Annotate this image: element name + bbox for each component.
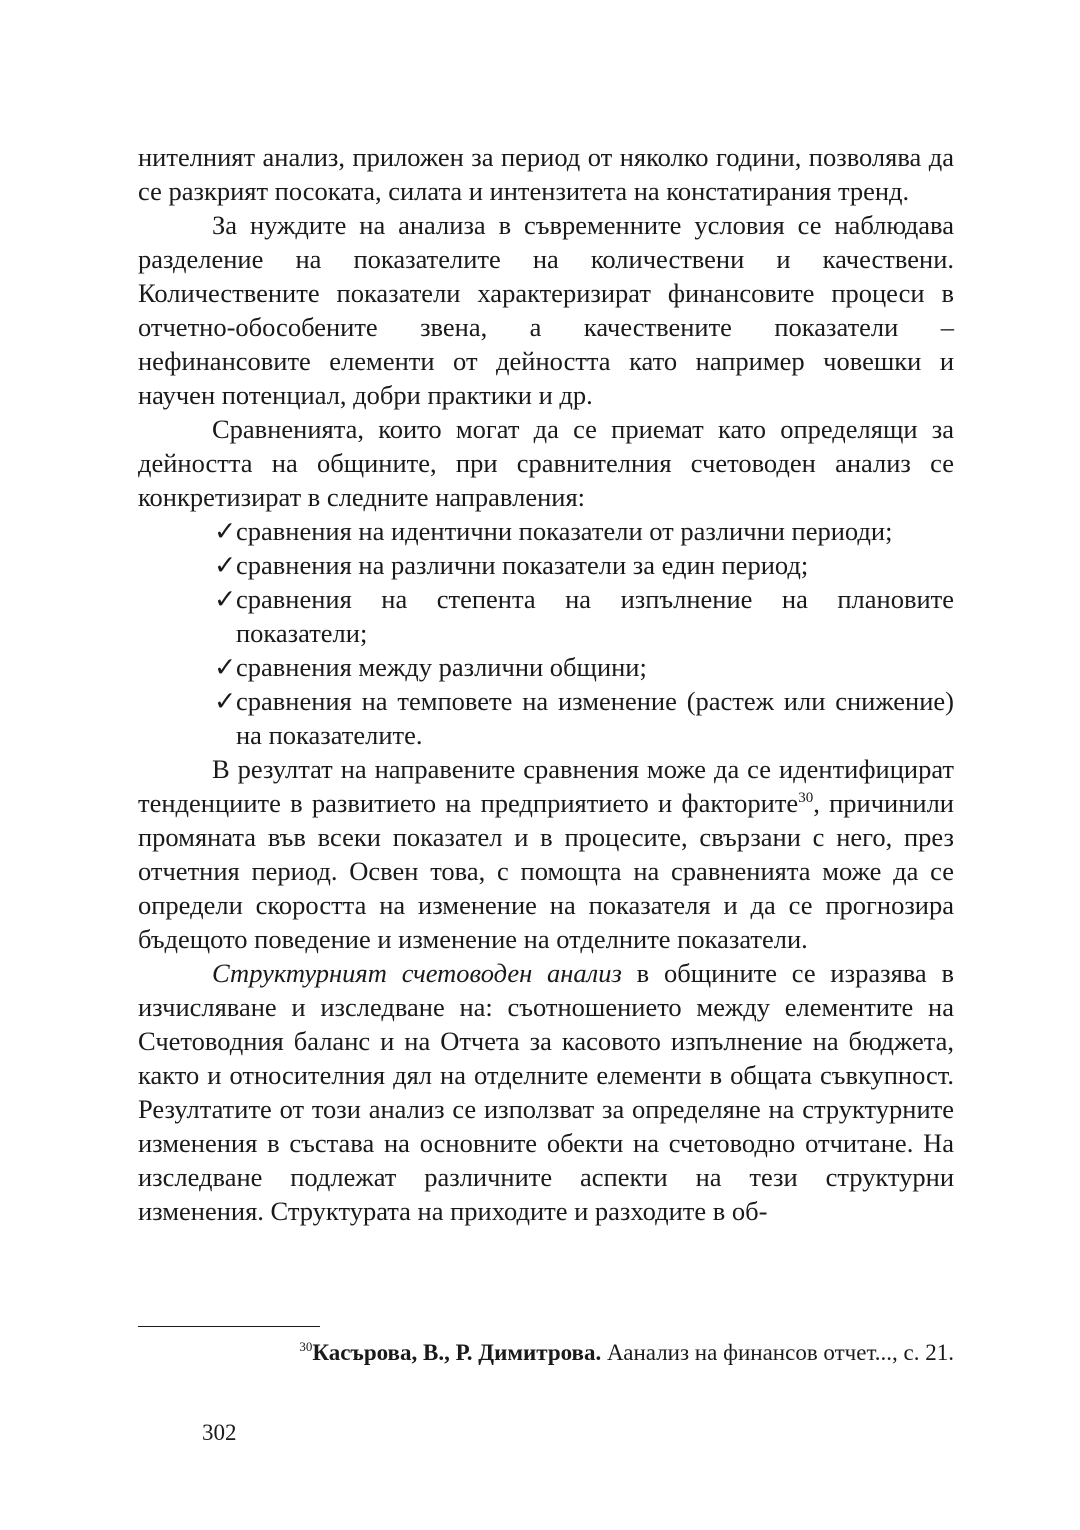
list-item <box>214 514 954 548</box>
list-item-text: сравнения между различни общини; <box>236 652 647 682</box>
paragraph-text: в общините се изразява в изчисляване и изследване на: съотношението между елементите на Счетоводния баланс и на Отчета за касовото изпълнение на бюджета, както и относителния дял на отделните елементи в общата съвкупност. Резултатите от този анализ се използват за определяне на структурните изменения в състава на основните обекти на счетоводно отчитане. На изследване подлежат различните аспекти на тези структурни изменения. Структурата на приходите и разходите в об- <box>138 958 954 1226</box>
paragraph-continuation: нителният анализ, приложен за период от няколко години, позволява да се разкрият посоката, силата и интензитета на констатирания тренд. <box>138 142 954 206</box>
list-item <box>214 650 954 684</box>
checkmark-icon: ✓ <box>214 516 237 546</box>
checkmark-icon: ✓ <box>214 652 237 682</box>
checkmark-icon: ✓ <box>214 550 237 580</box>
checkmark-icon: ✓ <box>214 686 237 716</box>
footnote-number: 30 <box>299 1339 313 1354</box>
italic-term: Структурният счетоводен анализ <box>212 958 622 988</box>
list-item <box>214 684 954 752</box>
footnote-authors: Касърова, В., Р. Димитрова. <box>312 1340 602 1365</box>
list-item-text: сравнения на различни показатели за един период; <box>236 550 809 580</box>
footnote-divider <box>138 1326 320 1327</box>
list-item-text: сравнения на идентични показатели от различни периоди; <box>236 516 893 546</box>
checkmark-icon: ✓ <box>214 584 237 614</box>
list-item-text: сравнения на темповете на изменение (растеж или снижение) на показателите. <box>236 686 954 750</box>
page-body <box>138 140 954 1228</box>
page-number: 302 <box>202 1420 237 1445</box>
paragraph-text: В резултат на направените сравнения може да се идентифицират тенденциите в развитието на предприятието и факторите <box>138 754 954 818</box>
footnote-reference: 30 <box>798 790 814 806</box>
footnote <box>138 1338 954 1368</box>
body-text <box>138 140 954 1228</box>
comparison-list <box>138 514 954 752</box>
paragraph-comparisons-intro: Сравненията, които могат да се приемат като определящи за дейността на общините, при сравнителния счетоводен анализ се конкретизират в следните направления: <box>138 414 954 512</box>
paragraph-comparison-results <box>138 752 954 956</box>
footnote-source: Аанализ на финансов отчет..., с. 21. <box>601 1340 954 1365</box>
list-item-text: сравнения на степента на изпълнение на плановите показатели; <box>236 584 954 648</box>
paragraph-structural-analysis <box>138 956 954 1228</box>
paragraph-indicators: За нуждите на анализа в съвременните условия се наблюдава разделение на показателите на количествени и качествени. Количествените показатели характеризират финансовите процеси в отчетно-обособените звена, а качествените показатели – нефинансовите елементи от дейността като например човешки и научен потенциал, добри практики и др. <box>138 210 954 410</box>
paragraph-text: , причинили промяната във всеки показател и в процесите, свързани с него, през отчетния период. Освен това, с помощта на сравненията може да се определи скоростта на изменение на показателя и да се прогнозира бъдещото поведение и изменение на отделните показатели. <box>138 788 954 954</box>
list-item <box>214 548 954 582</box>
list-item <box>214 582 954 650</box>
